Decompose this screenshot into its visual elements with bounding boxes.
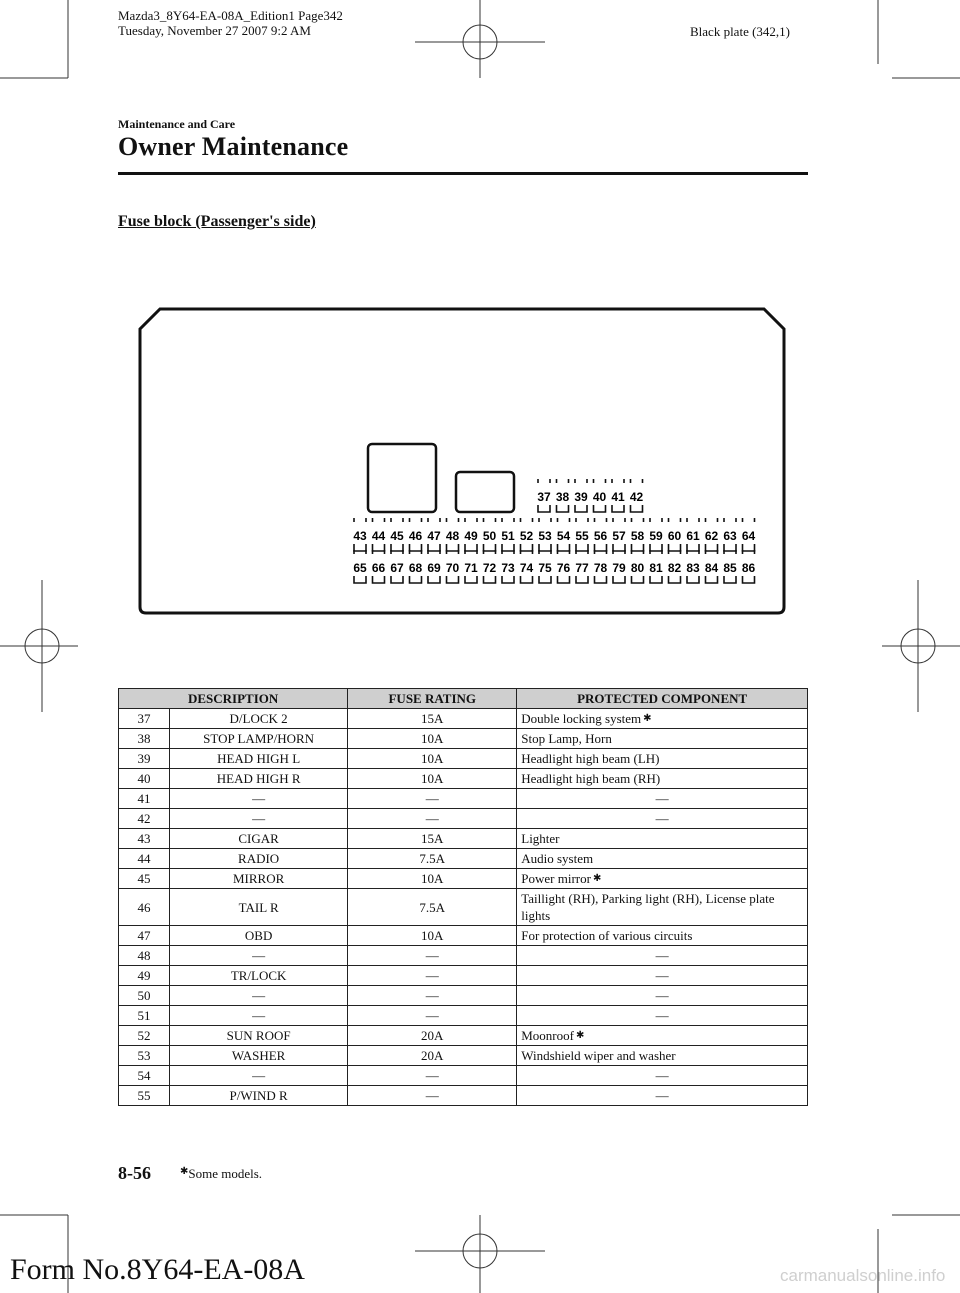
fuse-label-57: 57 [612,529,626,543]
fuse-label-67: 67 [390,561,404,575]
fuse-slot-64 [743,518,755,522]
table-row [119,769,808,789]
fuse-label-75: 75 [538,561,552,575]
fuse-slot-50 [484,518,496,522]
fuse-number-cell: 44 [119,849,170,869]
fuse-number-cell: 40 [119,769,170,789]
fuse-slot-41 [612,505,624,512]
fuse-number-cell: 49 [119,966,170,986]
protected-component-cell: ― [517,946,808,966]
fuse-label-41: 41 [611,490,625,504]
table-row [119,1086,808,1106]
fuse-slot-73 [502,576,514,583]
protected-component-cell: ― [517,1006,808,1026]
fuse-slot-58 [632,544,644,551]
fuse-slot-82 [669,576,681,583]
fuse-label-63: 63 [723,529,737,543]
form-number: Form No.8Y64-EA-08A [10,1253,305,1286]
fuse-label-64: 64 [741,529,756,543]
fuse-slot-80 [632,576,644,583]
protected-component-cell: Headlight high beam (RH) [517,769,808,789]
fuse-rating-cell: 20A [348,1046,517,1066]
fuse-slot-61 [687,518,699,522]
column-header-fuse-rating: FUSE RATING [348,689,517,709]
fuse-number-cell: 38 [119,729,170,749]
protected-component-cell: Windshield wiper and washer [517,1046,808,1066]
fuse-number-cell: 51 [119,1006,170,1026]
footnote-text: Some models. [188,1166,263,1181]
fuse-number-cell: 52 [119,1026,170,1046]
fuse-label-81: 81 [649,561,663,575]
description-cell: TR/LOCK [170,966,348,986]
fuse-label-44: 44 [371,529,386,543]
fuse-slot-86 [743,576,755,583]
fuse-slot-51 [502,544,514,551]
description-cell: TAIL R [170,889,348,926]
fuse-rating-cell: 10A [348,869,517,889]
fuse-number-cell: 53 [119,1046,170,1066]
fuse-label-53: 53 [538,529,552,543]
description-cell: ― [170,946,348,966]
fuse-label-46: 46 [408,529,423,543]
table-row [119,986,808,1006]
fuse-slot-78 [595,576,607,583]
fuse-slot-54 [558,518,570,522]
description-cell: P/WIND R [170,1086,348,1106]
protected-component-cell: Power mirror ✱ [517,869,808,889]
fuse-slot-60 [669,544,681,551]
fuse-slot-83 [687,576,699,583]
fuse-slot-62 [706,544,718,551]
some-models-star-icon: ✱ [592,873,602,884]
fuse-label-85: 85 [723,561,737,575]
fuse-label-79: 79 [612,561,626,575]
fuse-slot-45 [391,518,403,522]
fuse-slot-54 [558,544,570,551]
fuse-rating-cell: 10A [348,749,517,769]
description-cell: RADIO [170,849,348,869]
protected-component-cell: ― [517,809,808,829]
description-cell: ― [170,1066,348,1086]
fuse-slot-48 [447,544,459,551]
fuse-slot-57 [613,544,625,551]
table-row [119,849,808,869]
fuse-rating-cell: 7.5A [348,849,517,869]
fuse-slot-53 [539,518,551,522]
fuse-slot-43 [354,544,366,551]
fuse-label-65: 65 [353,561,367,575]
fuse-slot-81 [650,576,662,583]
fuse-slot-37 [538,479,550,483]
fuse-slot-84 [706,576,718,583]
fuse-number-cell: 41 [119,789,170,809]
table-row [119,966,808,986]
fuse-slot-69 [428,576,440,583]
fuse-slot-44 [373,518,385,522]
fuse-slot-37 [538,505,550,512]
protected-component-cell: Audio system [517,849,808,869]
fuse-number-cell: 37 [119,709,170,729]
fuse-label-72: 72 [482,561,497,575]
relay-small [456,472,514,512]
fuse-rating-cell: ― [348,966,517,986]
fuse-slot-79 [613,576,625,583]
fuse-rating-cell: 20A [348,1026,517,1046]
fuse-label-59: 59 [649,529,663,543]
table-row [119,889,808,926]
column-header-description: DESCRIPTION [119,689,348,709]
fuse-number-cell: 43 [119,829,170,849]
fuse-rating-cell: ― [348,1066,517,1086]
fuse-number-cell: 50 [119,986,170,1006]
fuse-slot-63 [724,544,736,551]
fuse-number-cell: 48 [119,946,170,966]
fuse-slot-49 [465,518,477,522]
fuse-label-83: 83 [686,561,700,575]
fuse-label-61: 61 [686,529,700,543]
fuse-slot-60 [669,518,681,522]
description-cell: D/LOCK 2 [170,709,348,729]
fuse-label-47: 47 [427,529,441,543]
fuse-label-62: 62 [704,529,719,543]
fuse-label-68: 68 [408,561,423,575]
fuse-slot-39 [575,479,587,483]
fuse-block-diagram [134,304,794,620]
fuse-label-73: 73 [501,561,515,575]
fuse-table [118,688,808,1106]
fuse-label-45: 45 [390,529,404,543]
fuse-slot-72 [484,576,496,583]
description-cell: SUN ROOF [170,1026,348,1046]
fuse-label-49: 49 [464,529,478,543]
fuse-rating-cell: ― [348,1086,517,1106]
page-title: Owner Maintenance [118,132,349,161]
fuse-label-82: 82 [667,561,682,575]
fuse-slot-71 [465,576,477,583]
fuse-number-cell: 45 [119,869,170,889]
protected-component-cell: For protection of various circuits [517,926,808,946]
description-cell: ― [170,809,348,829]
fuse-slot-41 [612,479,624,483]
fuse-label-70: 70 [445,561,460,575]
protected-component-cell: ― [517,1066,808,1086]
table-row [119,926,808,946]
fuse-slot-50 [484,544,496,551]
relay-large [368,444,436,512]
table-row [119,709,808,729]
fuse-slot-61 [687,544,699,551]
description-cell: OBD [170,926,348,946]
description-cell: WASHER [170,1046,348,1066]
fuse-rating-cell: ― [348,986,517,1006]
fuse-rating-cell: ― [348,789,517,809]
fuse-slot-52 [521,518,533,522]
protected-component-cell: Moonroof ✱ [517,1026,808,1046]
table-row [119,789,808,809]
fuse-label-66: 66 [371,561,386,575]
fuse-slot-38 [557,479,569,483]
fuse-slot-52 [521,544,533,551]
fuse-slot-65 [354,576,366,583]
fuse-label-74: 74 [519,561,534,575]
fuse-rating-cell: ― [348,1006,517,1026]
table-row [119,1006,808,1026]
fuse-slot-43 [354,518,366,522]
fuse-label-51: 51 [501,529,515,543]
fuse-slot-55 [576,544,588,551]
protected-component-cell: Stop Lamp, Horn [517,729,808,749]
protected-component-cell: ― [517,1086,808,1106]
fuse-label-52: 52 [519,529,534,543]
fuse-slot-57 [613,518,625,522]
plate-label: Black plate (342,1) [690,24,790,39]
fuse-slot-77 [576,576,588,583]
fuse-label-80: 80 [630,561,645,575]
column-header-protected-component: PROTECTED COMPONENT [517,689,808,709]
table-row [119,1026,808,1046]
description-cell: CIGAR [170,829,348,849]
fuse-rating-cell: 7.5A [348,889,517,926]
description-cell: MIRROR [170,869,348,889]
fuse-number-cell: 55 [119,1086,170,1106]
fuse-label-84: 84 [704,561,719,575]
fuse-label-40: 40 [592,490,607,504]
fuse-number-cell: 39 [119,749,170,769]
table-row [119,729,808,749]
description-cell: HEAD HIGH L [170,749,348,769]
fuse-label-77: 77 [575,561,589,575]
fuse-slot-38 [557,505,569,512]
table-row [119,829,808,849]
page-number: 8-56 [118,1163,151,1183]
fuse-slot-40 [594,505,606,512]
fuse-label-78: 78 [593,561,608,575]
protected-component-cell: Taillight (RH), Parking light (RH), License plate lights [517,889,808,926]
description-cell: HEAD HIGH R [170,769,348,789]
description-cell: ― [170,1006,348,1026]
description-cell: ― [170,986,348,1006]
table-row [119,869,808,889]
fuse-label-86: 86 [741,561,756,575]
fuse-label-55: 55 [575,529,589,543]
table-row [119,946,808,966]
fuse-number-cell: 46 [119,889,170,926]
protected-component-cell: ― [517,986,808,1006]
section-label: Maintenance and Care [118,117,236,131]
fuse-slot-64 [743,544,755,551]
fuse-rating-cell: 10A [348,729,517,749]
fuse-label-37: 37 [537,490,551,504]
fuse-label-50: 50 [482,529,497,543]
print-file-line: Mazda3_8Y64-EA-08A_Edition1 Page342 [118,8,343,23]
fuse-slot-74 [521,576,533,583]
fuse-label-58: 58 [630,529,645,543]
some-models-star-icon: ✱ [643,713,652,724]
table-row [119,749,808,769]
fuse-label-43: 43 [353,529,367,543]
fuse-label-39: 39 [574,490,588,504]
fuse-slot-45 [391,544,403,551]
fuse-rating-cell: 10A [348,926,517,946]
fuse-slot-42 [631,505,643,512]
description-cell: ― [170,789,348,809]
fuse-slot-47 [428,518,440,522]
subheading: Fuse block (Passenger's side) [118,213,316,230]
fuse-slot-46 [410,518,422,522]
fuse-slot-67 [391,576,403,583]
watermark: carmanualsonline.info [780,1266,946,1285]
fuse-number-cell: 47 [119,926,170,946]
fuse-slot-53 [539,544,551,551]
fuse-number-cell: 54 [119,1066,170,1086]
fuse-label-56: 56 [593,529,608,543]
fuse-slot-68 [410,576,422,583]
fuse-slot-58 [632,518,644,522]
title-rule [118,172,808,175]
table-row [119,1066,808,1086]
table-header-row [119,689,808,709]
fuse-slot-47 [428,544,440,551]
fuse-slot-62 [706,518,718,522]
some-models-star-icon: ✱ [575,1030,585,1041]
fuse-slot-75 [539,576,551,583]
fuse-slot-44 [373,544,385,551]
fuse-label-48: 48 [445,529,460,543]
fuse-label-71: 71 [464,561,478,575]
fuse-slot-85 [724,576,736,583]
fuse-slot-39 [575,505,587,512]
fuse-rating-cell: 15A [348,829,517,849]
protected-component-cell: Double locking system ✱ [517,709,808,729]
protected-component-cell: Headlight high beam (LH) [517,749,808,769]
fuse-rating-cell: 15A [348,709,517,729]
fuse-slot-59 [650,544,662,551]
fuse-slot-40 [594,479,606,483]
fuse-slot-48 [447,518,459,522]
fuse-slot-70 [447,576,459,583]
description-cell: STOP LAMP/HORN [170,729,348,749]
fuse-slot-76 [558,576,570,583]
footnote [178,1166,262,1182]
footnote-star-icon: ✱ [180,1166,189,1177]
protected-component-cell: ― [517,789,808,809]
fuse-label-38: 38 [555,490,570,504]
fuse-slot-56 [595,544,607,551]
table-row [119,1046,808,1066]
protected-component-cell: Lighter [517,829,808,849]
table-row [119,809,808,829]
fuse-rating-cell: ― [348,809,517,829]
fuse-label-69: 69 [427,561,441,575]
print-date-line: Tuesday, November 27 2007 9:2 AM [118,23,311,38]
fuse-slot-49 [465,544,477,551]
fuse-slot-42 [631,479,643,483]
fuse-label-54: 54 [556,529,571,543]
fuse-rating-cell: 10A [348,769,517,789]
fuse-slot-56 [595,518,607,522]
fuse-slot-59 [650,518,662,522]
fuse-label-60: 60 [667,529,682,543]
fuse-label-76: 76 [556,561,571,575]
fuse-slot-63 [724,518,736,522]
fuse-rating-cell: ― [348,946,517,966]
fuse-slot-66 [373,576,385,583]
fuse-slot-51 [502,518,514,522]
fuse-label-42: 42 [629,490,644,504]
fuse-slot-55 [576,518,588,522]
fuse-slot-46 [410,544,422,551]
fuse-number-cell: 42 [119,809,170,829]
protected-component-cell: ― [517,966,808,986]
